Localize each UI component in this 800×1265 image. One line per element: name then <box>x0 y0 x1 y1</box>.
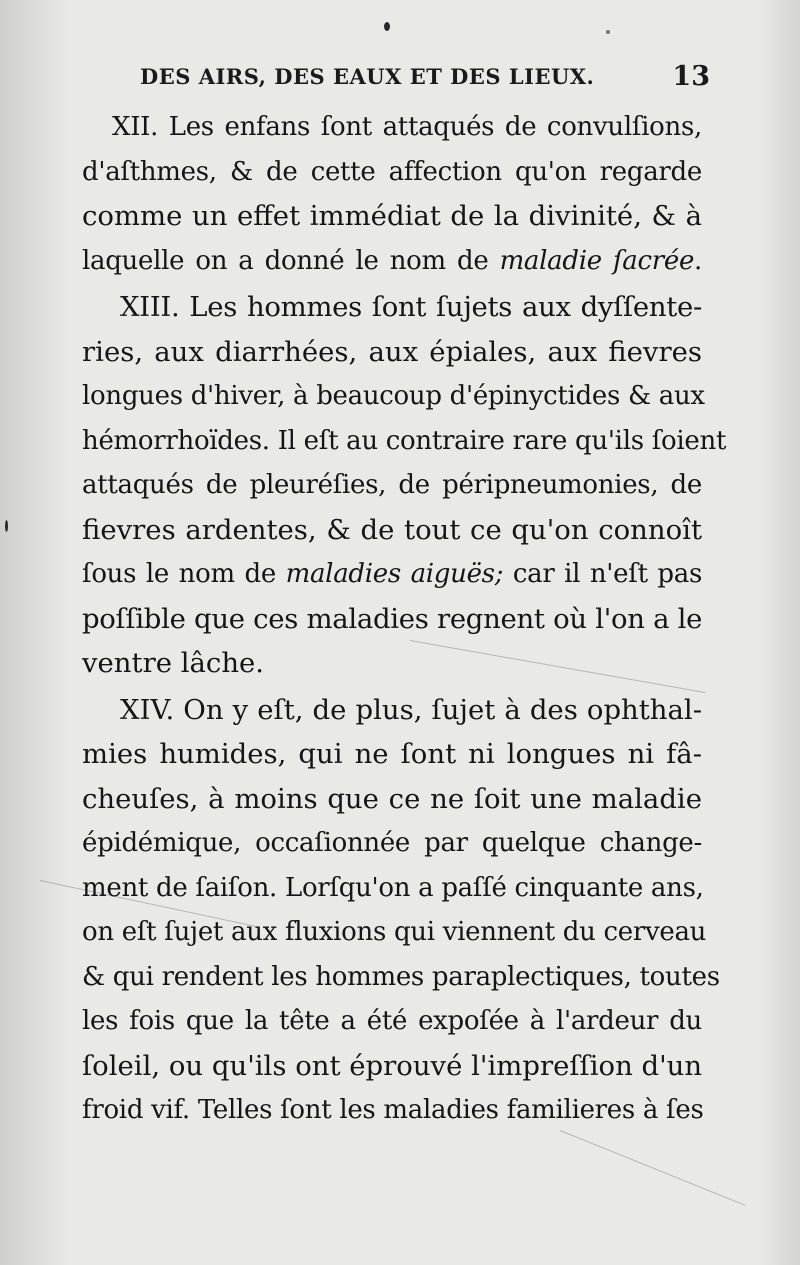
text-line: ventre lâche. <box>82 647 265 679</box>
text-run: ſous le nom de <box>82 559 286 589</box>
text-run: . <box>694 245 702 276</box>
ink-spot <box>5 520 8 532</box>
italic-term: maladie ſacrée <box>499 245 695 276</box>
page-body <box>82 105 727 1133</box>
text-line: & qui rendent les hommes paraplectiques, toutes <box>82 961 720 992</box>
text-line: attaqués de pleuréſies, de péripneumonies, de <box>82 470 702 500</box>
text-line: comme un effet immédiat de la divinité, & à <box>82 200 702 232</box>
text-line: d'aſthmes, & de cette affection qu'on regarde <box>82 156 702 187</box>
text-line: froid vif. Telles ſont les maladies familieres à ſes <box>82 1095 704 1125</box>
text-line: poſſible que ces maladies regnent où l'on a le <box>82 602 703 635</box>
text-line: XIII. Les hommes ſont ſujets aux dyſſente- <box>120 291 702 323</box>
paragraph-xiv <box>82 688 720 1133</box>
text-line <box>82 552 702 597</box>
running-head: DES AIRS, DES EAUX ET DES LIEUX. <box>140 63 595 89</box>
text-line: ries, aux diarrhées, aux épiales, aux fievres <box>82 335 702 368</box>
text-line: fievres ardentes, & de tout ce qu'on connoît <box>82 513 702 546</box>
text-line: longues d'hiver, à beaucoup d'épinyctides & aux <box>82 381 705 411</box>
text-run: car il n'eſt pas <box>503 559 702 589</box>
text-line <box>82 239 702 284</box>
text-line: épidémique, occaſionnée par quelque change- <box>82 828 702 858</box>
paragraph-xiii <box>82 285 727 686</box>
page-header <box>140 58 710 94</box>
ink-spot <box>606 30 610 34</box>
paper-crease <box>560 1130 746 1206</box>
text-line: ſoleil, ou qu'ils ont éprouvé l'impreſſion d'un <box>82 1049 703 1082</box>
text-line: cheuſes, à moins que ce ne ſoit une maladie <box>82 782 702 815</box>
page-number: 13 <box>672 60 710 92</box>
text-line: ment de ſaiſon. Lorſqu'on a paſſé cinquante ans, <box>82 872 704 903</box>
text-line: les fois que la tête a été expoſée à l'ardeur du <box>82 1006 702 1036</box>
text-run: laquelle on a donné le nom de <box>82 245 500 276</box>
text-line: mies humides, qui ne ſont ni longues ni fâ- <box>82 738 702 770</box>
text-line: XIV. On y eſt, de plus, ſujet à des ophthal- <box>120 693 702 726</box>
ink-spot <box>384 22 390 31</box>
text-line: XII. Les enfans ſont attaqués de convulſions, <box>112 112 702 142</box>
paragraph-xii <box>82 105 702 283</box>
text-line: hémorrhoïdes. Il eſt au contraire rare qu'ils ſoient <box>82 425 727 456</box>
text-line: on eſt ſujet aux fluxions qui viennent du cerveau <box>82 917 707 947</box>
italic-term: maladies aiguës; <box>285 559 504 589</box>
